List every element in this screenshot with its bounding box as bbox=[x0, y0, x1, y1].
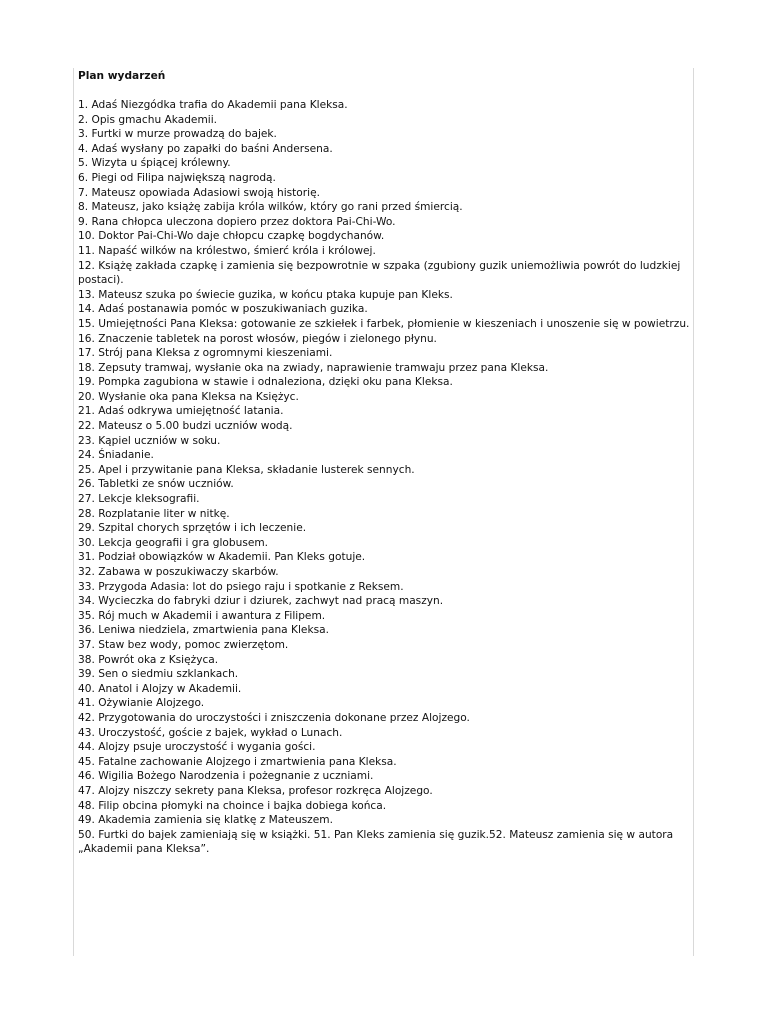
event-item: 25. Apel i przywitanie pana Kleksa, składanie lusterek sennych. bbox=[78, 463, 415, 476]
event-item: 38. Powrót oka z Księżyca. bbox=[78, 653, 219, 666]
event-item: 42. Przygotowania do uroczystości i zniszczenia dokonane przez Alojzego. bbox=[78, 711, 470, 724]
event-item: 18. Zepsuty tramwaj, wysłanie oka na zwiady, naprawienie tramwaju przez pana Kleksa. bbox=[78, 361, 549, 374]
event-item: 11. Napaść wilków na królestwo, śmierć króla i królowej. bbox=[78, 244, 376, 257]
event-item: 13. Mateusz szuka po świecie guzika, w końcu ptaka kupuje pan Kleks. bbox=[78, 288, 453, 301]
event-item: 46. Wigilia Bożego Narodzenia i pożegnanie z uczniami. bbox=[78, 770, 374, 783]
event-item: 39. Sen o siedmiu szklankach. bbox=[78, 668, 239, 681]
event-item: 27. Lekcje kleksografii. bbox=[78, 493, 200, 506]
event-item: 47. Alojzy niszczy sekrety pana Kleksa, profesor rozkręca Alojzego. bbox=[78, 784, 433, 797]
event-item: 43. Uroczystość, goście z bajek, wykład o Lunach. bbox=[78, 726, 343, 739]
event-item: 31. Podział obowiązków w Akademii. Pan Kleks gotuje. bbox=[78, 551, 366, 564]
event-item: 7. Mateusz opowiada Adasiowi swoją historię. bbox=[78, 186, 320, 199]
event-item: 23. Kąpiel uczniów w soku. bbox=[78, 434, 221, 447]
event-item: 15. Umiejętności Pana Kleksa: gotowanie ze szkiełek i farbek, płomienie w kieszeniach i unoszenie się w powietrzu. bbox=[78, 317, 690, 330]
event-item: 3. Furtki w murze prowadzą do bajek. bbox=[78, 128, 277, 141]
event-item: 6. Piegi od Filipa największą nagrodą. bbox=[78, 171, 276, 184]
event-item: 17. Strój pana Kleksa z ogromnymi kieszeniami. bbox=[78, 347, 333, 360]
event-item: 19. Pompka zagubiona w stawie i odnaleziona, dzięki oku pana Kleksa. bbox=[78, 376, 453, 389]
event-item: 37. Staw bez wody, pomoc zwierzętom. bbox=[78, 638, 289, 651]
event-item: 2. Opis gmachu Akademii. bbox=[78, 113, 218, 126]
event-item: 1. Adaś Niezgódka trafia do Akademii pana Kleksa. bbox=[78, 99, 348, 111]
event-item: 36. Leniwa niedziela, zmartwienia pana Kleksa. bbox=[78, 624, 329, 637]
event-item: 9. Rana chłopca uleczona dopiero przez doktora Pai-Chi-Wo. bbox=[78, 215, 396, 228]
event-item: 10. Doktor Pai-Chi-Wo daje chłopcu czapkę bogdychanów. bbox=[78, 230, 385, 243]
event-item: 4. Adaś wysłany po zapałki do baśni Andersena. bbox=[78, 142, 333, 155]
event-item: 5. Wizyta u śpiącej królewny. bbox=[78, 157, 231, 170]
event-item: 24. Śniadanie. bbox=[78, 449, 154, 462]
event-item: 12. Książę zakłada czapkę i zamienia się bezpowrotnie w szpaka (zgubiony guzik uniemożliwia powrót do ludzkiej postaci). bbox=[78, 259, 681, 287]
event-item: 50. Furtki do bajek zamieniają się w książki. 51. Pan Kleks zamienia się guzik.52. Mateusz zamienia się w autora „Akademii pana Kleksa”. bbox=[78, 828, 674, 856]
events-list bbox=[78, 98, 690, 857]
event-item: 35. Rój much w Akademii i awantura z Filipem. bbox=[78, 609, 326, 622]
left-border-line bbox=[73, 68, 74, 956]
event-item: 48. Filip obcina płomyki na choince i bajka dobiega końca. bbox=[78, 799, 387, 812]
event-item: 33. Przygoda Adasia: lot do psiego raju i spotkanie z Reksem. bbox=[78, 580, 404, 593]
event-item: 8. Mateusz, jako książę zabija króla wilków, który go rani przed śmiercią. bbox=[78, 201, 463, 214]
event-item: 34. Wycieczka do fabryki dziur i dziurek, zachwyt nad pracą maszyn. bbox=[78, 595, 444, 608]
event-item: 41. Ożywianie Alojzego. bbox=[78, 697, 205, 710]
event-item: 20. Wysłanie oka pana Kleksa na Księżyc. bbox=[78, 390, 299, 403]
document-content bbox=[78, 68, 690, 857]
event-item: 45. Fatalne zachowanie Alojzego i zmartwienia pana Kleksa. bbox=[78, 755, 397, 768]
event-item: 14. Adaś postanawia pomóc w poszukiwaniach guzika. bbox=[78, 303, 368, 316]
event-item: 16. Znaczenie tabletek na porost włosów, piegów i zielonego płynu. bbox=[78, 332, 437, 345]
event-item: 29. Szpital chorych sprzętów i ich leczenie. bbox=[78, 522, 307, 535]
right-border-line bbox=[693, 68, 694, 956]
event-item: 49. Akademia zamienia się klatkę z Mateuszem. bbox=[78, 814, 333, 827]
event-item: 32. Zabawa w poszukiwaczy skarbów. bbox=[78, 566, 279, 578]
event-item: 21. Adaś odkrywa umiejętność latania. bbox=[78, 405, 284, 418]
event-item: 22. Mateusz o 5.00 budzi uczniów wodą. bbox=[78, 420, 293, 433]
event-item: 28. Rozplatanie liter w nitkę. bbox=[78, 507, 230, 520]
event-item: 40. Anatol i Alojzy w Akademii. bbox=[78, 682, 242, 695]
event-item: 26. Tabletki ze snów uczniów. bbox=[78, 478, 234, 491]
document-title: Plan wydarzeń bbox=[78, 70, 166, 82]
event-item: 30. Lekcja geografii i gra globusem. bbox=[78, 536, 269, 549]
event-item: 44. Alojzy psuje uroczystość i wygania gości. bbox=[78, 741, 316, 754]
